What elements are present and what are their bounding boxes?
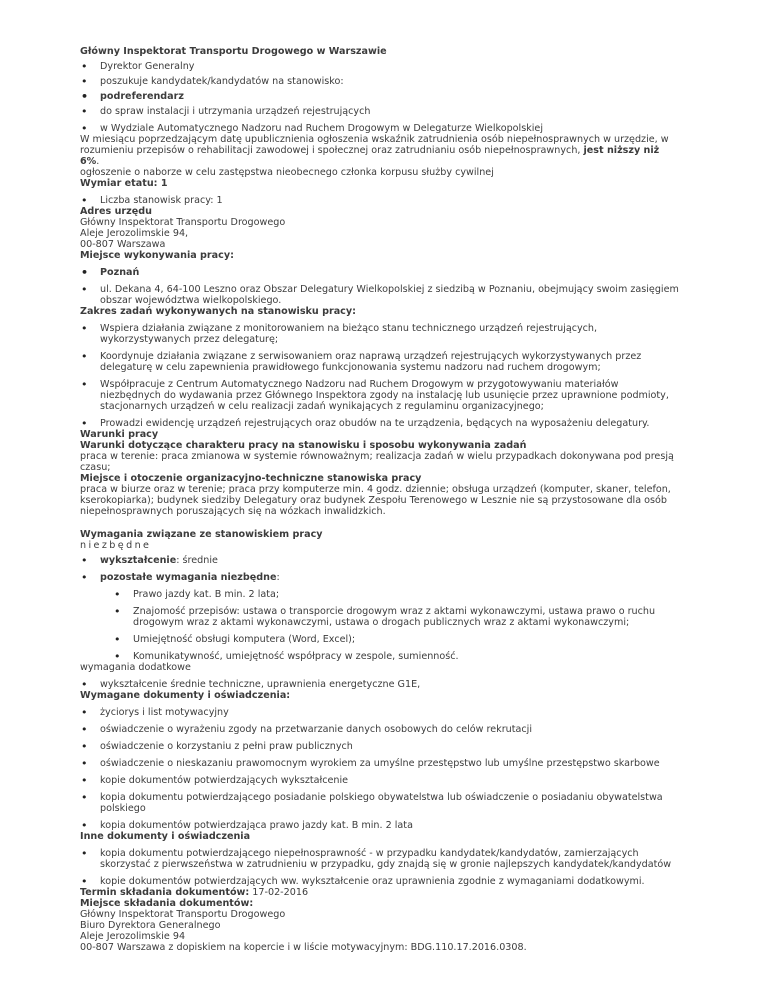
inne-dokument-item: • kopie dokumentów potwierdzających ww. wykształcenie oraz uprawnienia zgodnie z wymaganiami dodatkowymi.: [80, 876, 680, 887]
niezbedne-label: niezbędne: [80, 540, 152, 551]
wyksztalcenie-value: : średnie: [176, 555, 218, 566]
dokument-item: • oświadczenie o wyrażeniu zgody na przetwarzanie danych osobowych do celów rekrutacji: [80, 724, 680, 735]
skladanie-line: Biuro Dyrektora Generalnego: [80, 920, 221, 931]
adres-line: 00-807 Warszawa: [80, 239, 166, 250]
wymaganie-item: • Znajomość przepisów: ustawa o transporcie drogowym wraz z aktami wykonawczymi, ustawa prawo o ruchu drogowym wraz z aktami wykonawczymi, ustawa o drogach publicznych wraz z aktami wykonawczymi;: [80, 606, 680, 628]
termin-value: 17-02-2016: [249, 887, 309, 898]
pozostale-label: pozostałe wymagania niezbędne: [100, 572, 277, 583]
header-bullet: • w Wydziale Automatycznego Nadzoru nad Ruchem Drogowym w Delegaturze Wielkopolskiej: [80, 123, 680, 134]
dokument-item: • życiorys i list motywacyjny: [80, 707, 680, 718]
dodatkowe-label: wymagania dodatkowe: [80, 662, 191, 673]
dokument-item: • oświadczenie o nieskazaniu prawomocnym wyrokiem za umyślne przestępstwo lub umyślne przestępstwo skarbowe: [80, 758, 680, 769]
warunki-text1: praca w terenie: praca zmianowa w systemie równoważnym; realizacja zadań w wielu przypadkach dokonywana pod presją czasu;: [80, 451, 674, 473]
wymagania-heading: Wymagania związane ze stanowiskiem pracy: [80, 529, 323, 540]
position-title: • podreferendarz: [80, 91, 680, 102]
termin-label: Termin składania dokumentów:: [80, 887, 250, 898]
wymaganie-item: • Komunikatywność, umiejętność współpracy w zespole, sumienność.: [80, 651, 680, 662]
dodatkowe-item: • wykształcenie średnie techniczne, uprawnienia energetyczne G1E,: [80, 679, 680, 690]
adres-line: Aleje Jerozolimskie 94,: [80, 228, 189, 239]
disability-rate-note: [80, 134, 680, 167]
miejsce-heading: Miejsce wykonywania pracy:: [80, 250, 234, 261]
inne-dokument-item: • kopia dokumentu potwierdzającego niepełnosprawność - w przypadku kandydatek/kandydatów, zamierzających skorzystać z pierwszeństwa w zatrudnieniu w przypadku, gdy znajdą się w gronie najlepszych kandydatek/kandydatów: [80, 848, 680, 870]
header-bullet: • Dyrektor Generalny: [80, 61, 680, 72]
intro-dot: .: [96, 156, 100, 167]
wyksztalcenie: [80, 555, 680, 566]
wyksztalcenie-label: wykształcenie: [100, 555, 177, 566]
warunki-heading: Warunki pracy: [80, 429, 159, 440]
dokumenty-heading: Wymagane dokumenty i oświadczenia:: [80, 690, 291, 701]
intro-bold: jest niższy niż 6%: [80, 145, 660, 167]
miejsce-city: • Poznań: [80, 267, 680, 278]
skladanie-line: Główny Inspektorat Transportu Drogowego: [80, 909, 286, 920]
zakres-item: • Koordynuje działania związane z serwisowaniem oraz naprawą urządzeń rejestrujących wykorzystywanych przez delegaturę w celu zapewnienia prawidłowego funkcjonowania systemu nadzoru nad ruchem drogowym;: [80, 351, 680, 373]
dokument-item: • kopia dokumentów potwierdzająca prawo jazdy kat. B min. 2 lata: [80, 820, 680, 831]
pozostale-wymagania: [80, 572, 680, 583]
zakres-heading: Zakres zadań wykonywanych na stanowisku pracy:: [80, 306, 356, 317]
skladanie-line: Aleje Jerozolimskie 94: [80, 931, 186, 942]
institution-title: Główny Inspektorat Transportu Drogowego w Warszawie: [80, 46, 387, 57]
inne-dokumenty-heading: Inne dokumenty i oświadczenia: [80, 831, 251, 842]
dokument-item: • oświadczenie o korzystaniu z pełni praw publicznych: [80, 741, 680, 752]
replacement-note: ogłoszenie o naborze w celu zastępstwa nieobecnego członka korpusu służby cywilnej: [80, 167, 494, 178]
wymaganie-item: • Umiejętność obsługi komputera (Word, Excel);: [80, 634, 680, 645]
miejsce-skladania-heading: Miejsce składania dokumentów:: [80, 898, 254, 909]
warunki-sub1: Warunki dotyczące charakteru pracy na stanowisku i sposobu wykonywania zadań: [80, 440, 527, 451]
skladanie-line: 00-807 Warszawa z dopiskiem na kopercie i w liście motywacyjnym: BDG.110.17.2016.0308.: [80, 942, 527, 953]
adres-heading: Adres urzędu: [80, 206, 152, 217]
dokument-item: • kopie dokumentów potwierdzających wykształcenie: [80, 775, 680, 786]
zakres-item: • Prowadzi ewidencję urządzeń rejestrujących oraz obudów na te urządzenia, będących na wyposażeniu delegatury.: [80, 418, 680, 429]
pozostale-colon: :: [276, 572, 280, 583]
wymiar-etatu: Wymiar etatu: 1: [80, 178, 168, 189]
miejsce-desc: • ul. Dekana 4, 64-100 Leszno oraz Obszar Delegatury Wielkopolskiej z siedzibą w Poznaniu, obejmujący swoim zasięgiem obszar województwa wielkopolskiego.: [80, 284, 680, 306]
zakres-item: • Wspiera działania związane z monitorowaniem na bieżąco stanu technicznego urządzeń rejestrujących, wykorzystywanych przez delegaturę;: [80, 323, 680, 345]
warunki-sub2: Miejsce i otoczenie organizacyjno-techniczne stanowiska pracy: [80, 473, 422, 484]
zakres-item: • Współpracuje z Centrum Automatycznego Nadzoru nad Ruchem Drogowym w przygotowywaniu materiałów niezbędnych do wydawania przez Głównego Inspektora zgody na instalację lub usunięcie przez uprawnione podmioty, stacjonarnych urządzeń w celu realizacji zadań wynikających z regulaminu organizacyjnego;: [80, 379, 680, 412]
warunki-text2: praca w biurze oraz w terenie; praca przy komputerze min. 4 godz. dziennie; obsługa urządzeń (komputer, skaner, telefon, kserokopiarka); budynek siedziby Delegatury oraz budynek Zespołu Terenowego w Lesznie nie są przystosowane dla osób niepełnosprawnych poruszających się na wózkach inwalidzkich.: [80, 484, 671, 517]
liczba-stanowisk: • Liczba stanowisk pracy: 1: [80, 195, 680, 206]
header-bullet: • poszukuje kandydatek/kandydatów na stanowisko:: [80, 76, 680, 87]
adres-line: Główny Inspektorat Transportu Drogowego: [80, 217, 286, 228]
intro-text: W miesiącu poprzedzającym datę upublicznienia ogłoszenia wskaźnik zatrudnienia osób niepełnosprawnych w urzędzie, w rozumieniu przepisów o rehabilitacji zawodowej i społecznej oraz zatrudnianiu osób niepełnosprawnych,: [80, 134, 669, 156]
wymaganie-item: • Prawo jazdy kat. B min. 2 lata;: [80, 589, 680, 600]
dokument-item: • kopia dokumentu potwierdzającego posiadanie polskiego obywatelstwa lub oświadczenie o posiadaniu obywatelstwa polskiego: [80, 792, 680, 814]
termin-skladania: [80, 887, 680, 898]
header-bullet: • do spraw instalacji i utrzymania urządzeń rejestrujących: [80, 106, 680, 117]
